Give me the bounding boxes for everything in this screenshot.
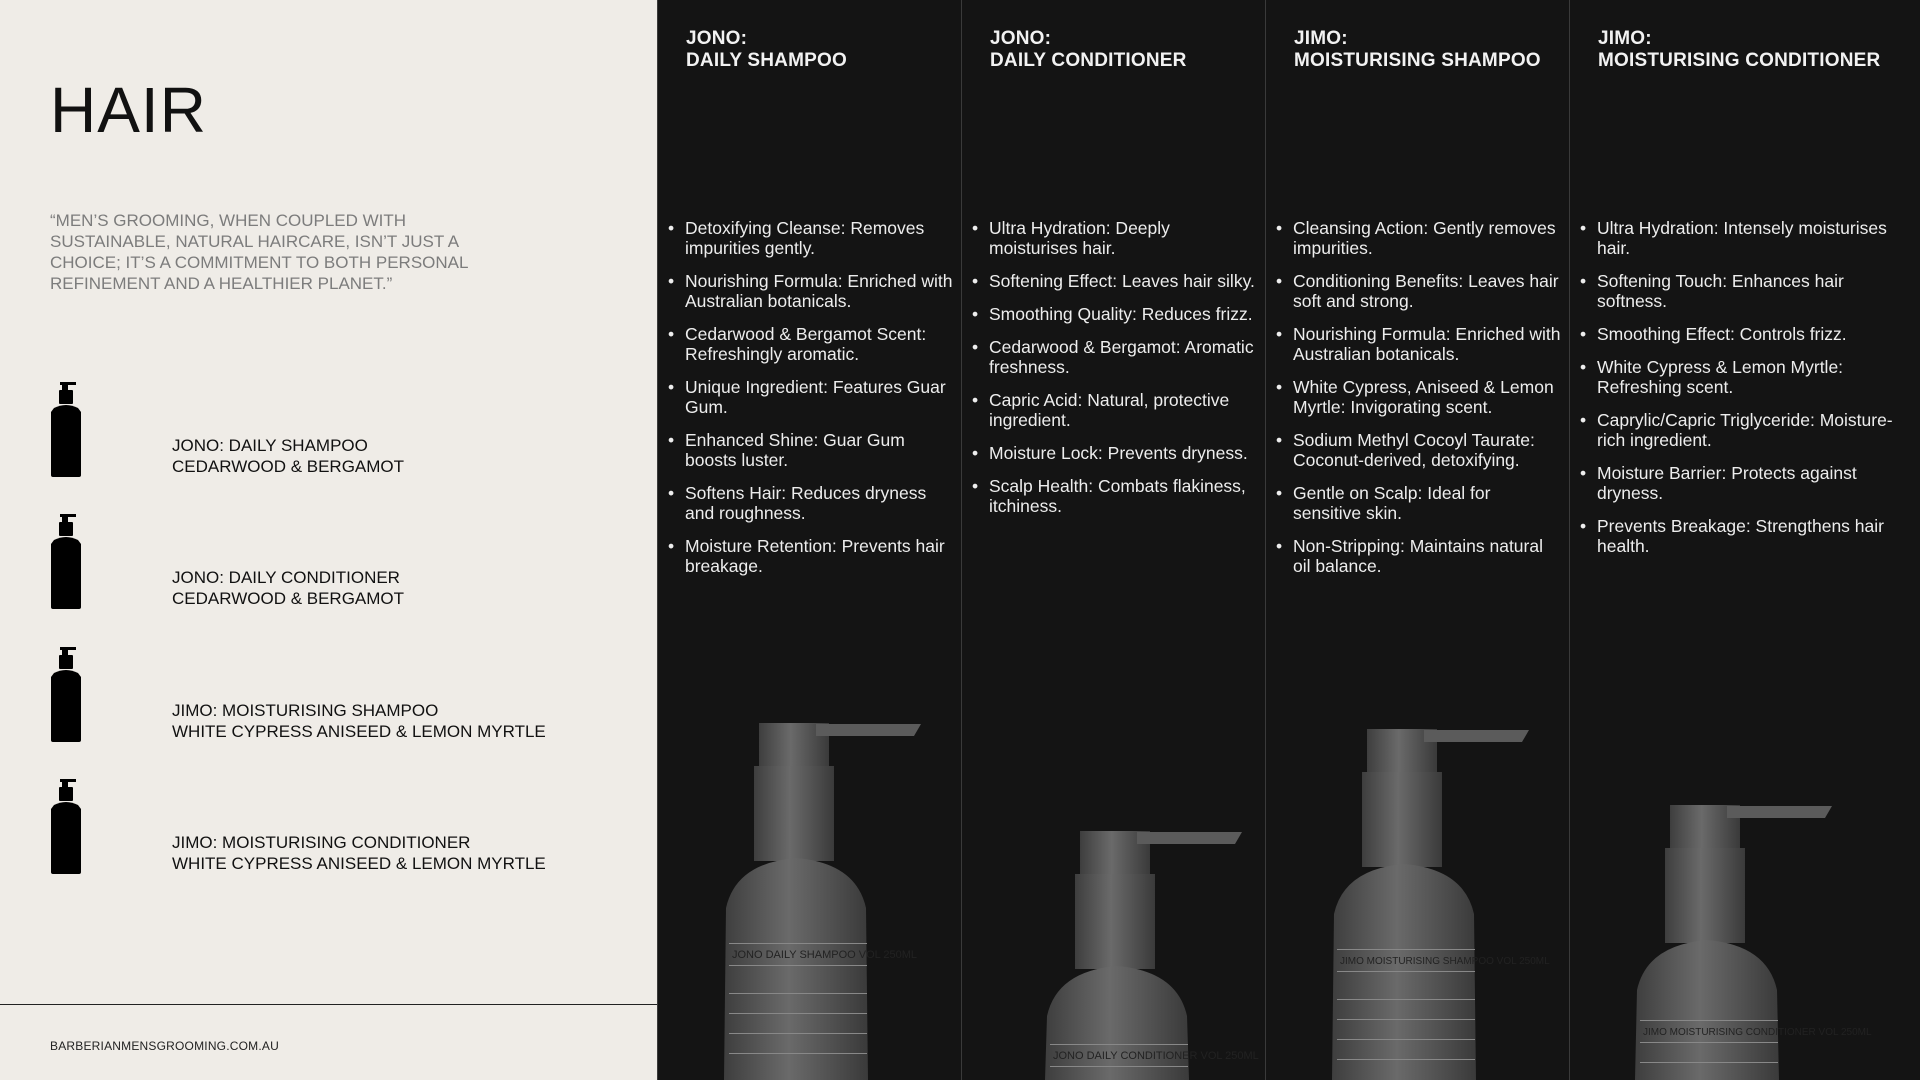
feature-item: • Cleansing Action: Gently removes impurities. bbox=[1276, 218, 1561, 258]
feature-item: • White Cypress, Aniseed & Lemon Myrtle: Invigorating scent. bbox=[1276, 377, 1561, 417]
column-title-line1: JIMO: bbox=[1598, 28, 1652, 49]
product-list-item[interactable] bbox=[50, 382, 610, 477]
left-panel bbox=[0, 0, 657, 1080]
product-label bbox=[172, 832, 546, 874]
feature-item: • Ultra Hydration: Deeply moisturises hair. bbox=[972, 218, 1257, 258]
feature-item: • Ultra Hydration: Intensely moisturises hair. bbox=[1580, 218, 1912, 258]
product-name: JONO: DAILY CONDITIONER bbox=[172, 568, 400, 587]
product-bottle-image bbox=[1607, 800, 1872, 1080]
feature-item: • Moisture Barrier: Protects against dryness. bbox=[1580, 463, 1912, 503]
feature-list bbox=[668, 218, 953, 589]
product-list-item[interactable] bbox=[50, 647, 610, 742]
product-scent: WHITE CYPRESS ANISEED & LEMON MYRTLE bbox=[172, 722, 546, 741]
product-label bbox=[172, 435, 404, 477]
bottle-icon bbox=[50, 647, 82, 742]
bottle-icon bbox=[50, 779, 82, 874]
product-column-jimo-conditioner bbox=[1569, 0, 1920, 1080]
feature-item: • Gentle on Scalp: Ideal for sensitive skin. bbox=[1276, 483, 1561, 523]
column-title bbox=[990, 28, 1187, 72]
feature-item: • Smoothing Quality: Reduces frizz. bbox=[972, 304, 1257, 324]
column-title bbox=[686, 28, 847, 72]
feature-item: • Sodium Methyl Cocoyl Taurate: Coconut-derived, detoxifying. bbox=[1276, 430, 1561, 470]
column-title-line1: JONO: bbox=[686, 28, 748, 49]
column-title-line1: JIMO: bbox=[1294, 28, 1348, 49]
feature-item: • Capric Acid: Natural, protective ingredient. bbox=[972, 390, 1257, 430]
product-name: JIMO: MOISTURISING CONDITIONER bbox=[172, 833, 471, 852]
product-column-jono-shampoo bbox=[657, 0, 961, 1080]
product-label bbox=[172, 567, 404, 609]
bottle-label-text: JIMO MOISTURISING SHAMPOO VOL 250ML bbox=[1340, 956, 1550, 967]
feature-item: • Cedarwood & Bergamot Scent: Refreshingly aromatic. bbox=[668, 324, 953, 364]
feature-item: • Nourishing Formula: Enriched with Australian botanicals. bbox=[668, 271, 953, 311]
feature-item: • Moisture Lock: Prevents dryness. bbox=[972, 443, 1257, 463]
bottle-label-text: JIMO MOISTURISING CONDITIONER VOL 250ML bbox=[1643, 1027, 1872, 1038]
product-list-item[interactable] bbox=[50, 514, 610, 609]
feature-item: • Softening Effect: Leaves hair silky. bbox=[972, 271, 1257, 291]
brand-quote: “MEN’S GROOMING, WHEN COUPLED WITH SUSTAINABLE, NATURAL HAIRCARE, ISN’T JUST A CHOICE; IT’S A COMMITMENT TO BOTH PERSONAL REFINEMENT AND A HEALTHIER PLANET.” bbox=[50, 211, 468, 293]
product-bottle-image bbox=[1304, 724, 1550, 1080]
column-title bbox=[1598, 28, 1880, 72]
feature-item: • Detoxifying Cleanse: Removes impurities gently. bbox=[668, 218, 953, 258]
feature-list bbox=[972, 218, 1257, 529]
bottle-icon bbox=[50, 514, 82, 609]
page-title: HAIR bbox=[50, 74, 207, 146]
feature-item: • Cedarwood & Bergamot: Aromatic freshness. bbox=[972, 337, 1257, 377]
product-scent: CEDARWOOD & BERGAMOT bbox=[172, 589, 405, 608]
footer-website-link[interactable]: BARBERIANMENSGROOMING.COM.AU bbox=[50, 1039, 279, 1053]
bottle-icon bbox=[50, 382, 82, 477]
column-title-line2: MOISTURISING SHAMPOO bbox=[1294, 50, 1541, 71]
feature-item: • Moisture Retention: Prevents hair breakage. bbox=[668, 536, 953, 576]
column-title-line2: MOISTURISING CONDITIONER bbox=[1598, 50, 1881, 71]
column-title-line1: JONO: bbox=[990, 28, 1052, 49]
product-scent: WHITE CYPRESS ANISEED & LEMON MYRTLE bbox=[172, 854, 546, 873]
product-label bbox=[172, 700, 546, 742]
product-bottle-image bbox=[1017, 826, 1257, 1080]
column-title bbox=[1294, 28, 1541, 72]
feature-item: • Smoothing Effect: Controls frizz. bbox=[1580, 324, 1912, 344]
column-title-line2: DAILY CONDITIONER bbox=[990, 50, 1187, 71]
product-column-jimo-shampoo bbox=[1265, 0, 1569, 1080]
feature-item: • Softens Hair: Reduces dryness and roughness. bbox=[668, 483, 953, 523]
feature-item: • White Cypress & Lemon Myrtle: Refreshing scent. bbox=[1580, 357, 1912, 397]
feature-item: • Scalp Health: Combats flakiness, itchiness. bbox=[972, 476, 1257, 516]
product-list-item[interactable] bbox=[50, 779, 610, 874]
feature-item: • Caprylic/Capric Triglyceride: Moisture-rich ingredient. bbox=[1580, 410, 1912, 450]
bottle-label-text: JONO DAILY CONDITIONER VOL 250ML bbox=[1053, 1050, 1259, 1062]
feature-item: • Conditioning Benefits: Leaves hair soft and strong. bbox=[1276, 271, 1561, 311]
feature-item: • Nourishing Formula: Enriched with Australian botanicals. bbox=[1276, 324, 1561, 364]
feature-item: • Enhanced Shine: Guar Gum boosts luster. bbox=[668, 430, 953, 470]
feature-list bbox=[1580, 218, 1912, 569]
product-bottle-image bbox=[696, 718, 936, 1080]
product-name: JONO: DAILY SHAMPOO bbox=[172, 436, 368, 455]
feature-item: • Non-Stripping: Maintains natural oil balance. bbox=[1276, 536, 1561, 576]
product-column-jono-conditioner bbox=[961, 0, 1265, 1080]
feature-item: • Unique Ingredient: Features Guar Gum. bbox=[668, 377, 953, 417]
product-name: JIMO: MOISTURISING SHAMPOO bbox=[172, 701, 439, 720]
feature-list bbox=[1276, 218, 1561, 589]
feature-item: • Prevents Breakage: Strengthens hair health. bbox=[1580, 516, 1912, 556]
feature-item: • Softening Touch: Enhances hair softness. bbox=[1580, 271, 1912, 311]
footer-divider bbox=[0, 1004, 657, 1005]
product-scent: CEDARWOOD & BERGAMOT bbox=[172, 457, 405, 476]
bottle-label-text: JONO DAILY SHAMPOO VOL 250ML bbox=[732, 949, 918, 961]
column-title-line2: DAILY SHAMPOO bbox=[686, 50, 847, 71]
